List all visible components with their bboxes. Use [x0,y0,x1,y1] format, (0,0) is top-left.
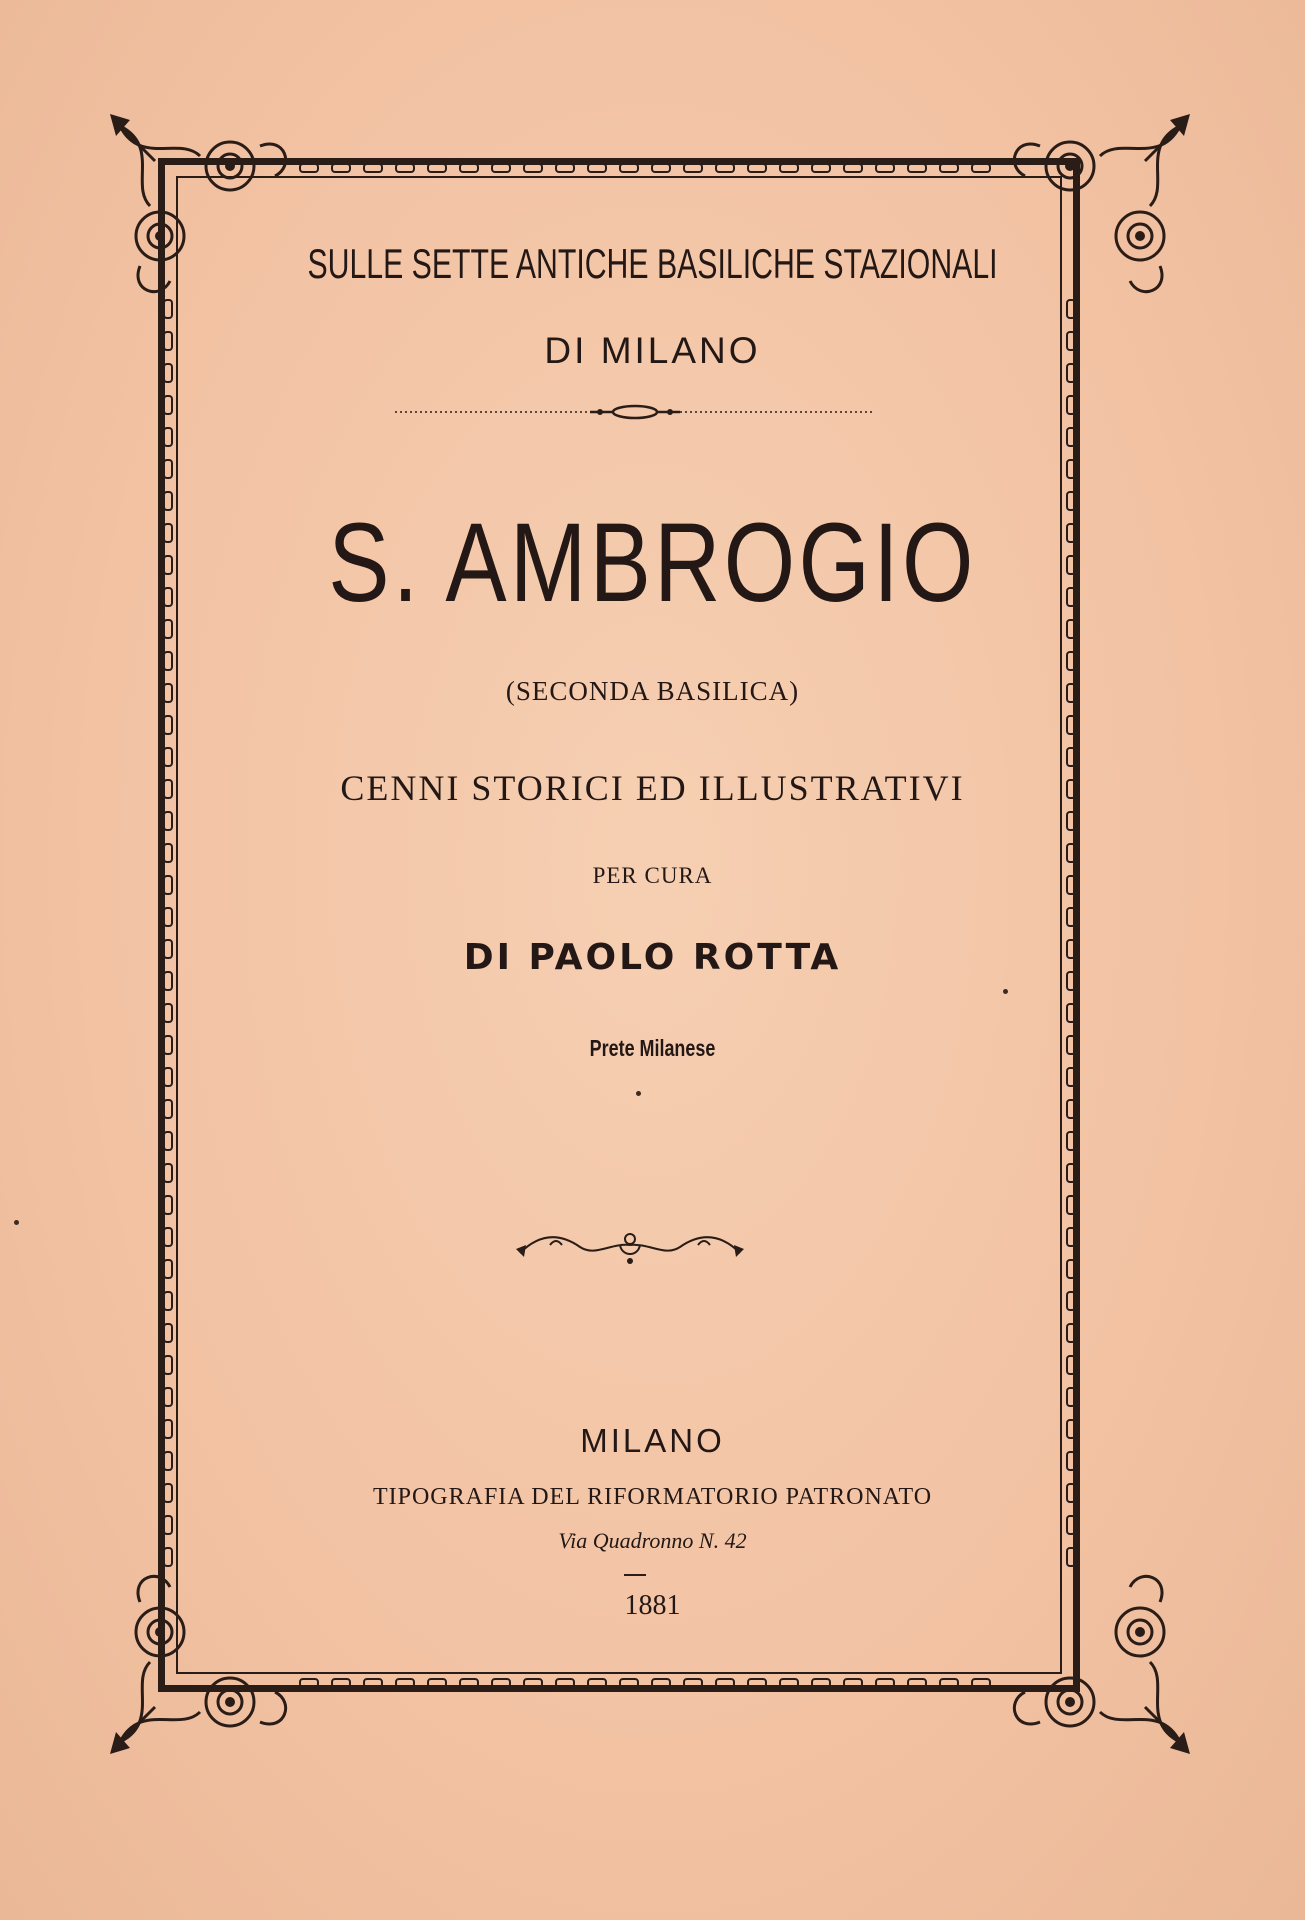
short-rule [624,1574,646,1576]
floral-vignette [510,1223,750,1269]
divider-rule [395,402,875,422]
page-title: S. AMBROGIO [328,500,977,625]
publisher: TIPOGRAFIA DEL RIFORMATORIO PATRONATO [372,1484,933,1510]
ink-speck [1003,989,1008,994]
ink-speck [14,1220,19,1225]
author-role: Prete Milanese [589,1035,716,1061]
series-city: DI MILANO [544,330,761,371]
ink-speck [636,1091,641,1096]
author-name: DI PAOLO ROTTA [463,937,842,978]
description: CENNI STORICI ED ILLUSTRATIVI [340,768,965,808]
imprint-city: MILANO [580,1422,725,1459]
subtitle: (SECONDA BASILICA) [505,676,800,706]
publication-year: 1881 [624,1590,681,1621]
publisher-address: Via Quadronno N. 42 [558,1528,747,1553]
series-title: SULLE SETTE ANTICHE BASILICHE STAZIONALI [307,240,998,287]
by-line: PER CURA [592,863,713,888]
